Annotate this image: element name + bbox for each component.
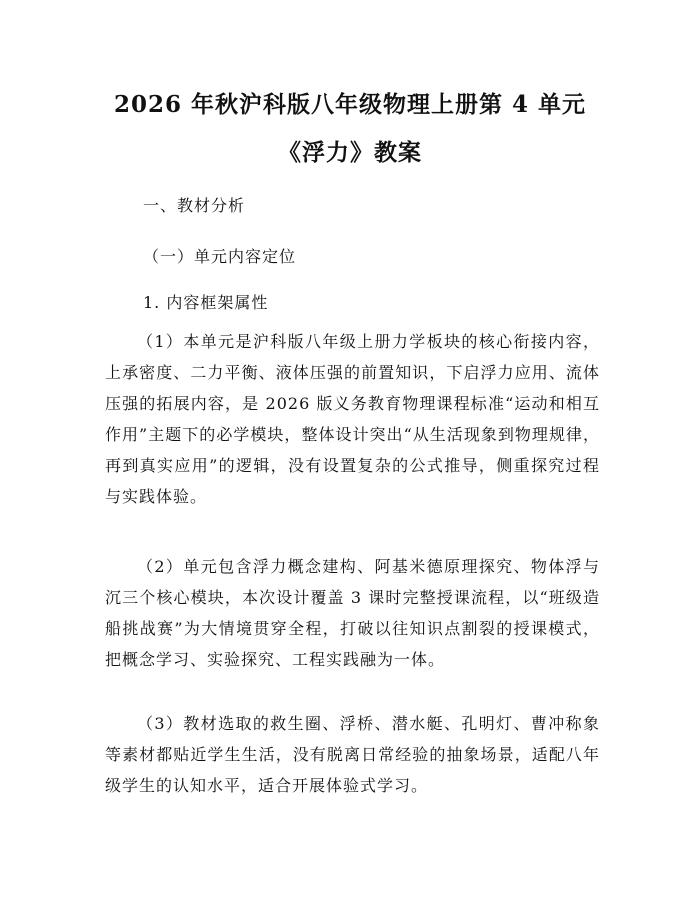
document-title-line-1: 2026 年秋沪科版八年级物理上册第 4 单元	[113, 91, 587, 118]
paragraph-1: （1）本单元是沪科版八年级上册力学板块的核心衔接内容，上承密度、二力平衡、液体压强的前置知识，下启浮力应用、流体压强的拓展内容，是 2026 版义务教育物理课程标准“运动和相互作用”主题下的必学模块，整体设计突出“从生活现象到物理规律，再到真实应用”的逻辑，没有设置复杂的公式推导，侧重探究过程与实践体验。	[105, 332, 600, 506]
subsection-heading: （一）单元内容定位	[143, 247, 297, 266]
section-heading: 一、教材分析	[143, 196, 246, 215]
item-heading: 1. 内容框架属性	[143, 293, 269, 312]
paragraph-2: （2）单元包含浮力概念建构、阿基米德原理探究、物体浮与沉三个核心模块，本次设计覆盖 3 课时完整授课流程，以“班级造船挑战赛”为大情境贯穿全程，打破以往知识点割裂的授课模式，把概念学习、实验探究、工程实践融为一体。	[105, 557, 600, 669]
paragraph-3: （3）教材选取的救生圈、浮桥、潜水艇、孔明灯、曹冲称象等素材都贴近学生生活，没有脱离日常经验的抽象场景，适配八年级学生的认知水平，适合开展体验式学习。	[105, 714, 600, 795]
document-title-line-2: 《浮力》教案	[278, 139, 422, 166]
